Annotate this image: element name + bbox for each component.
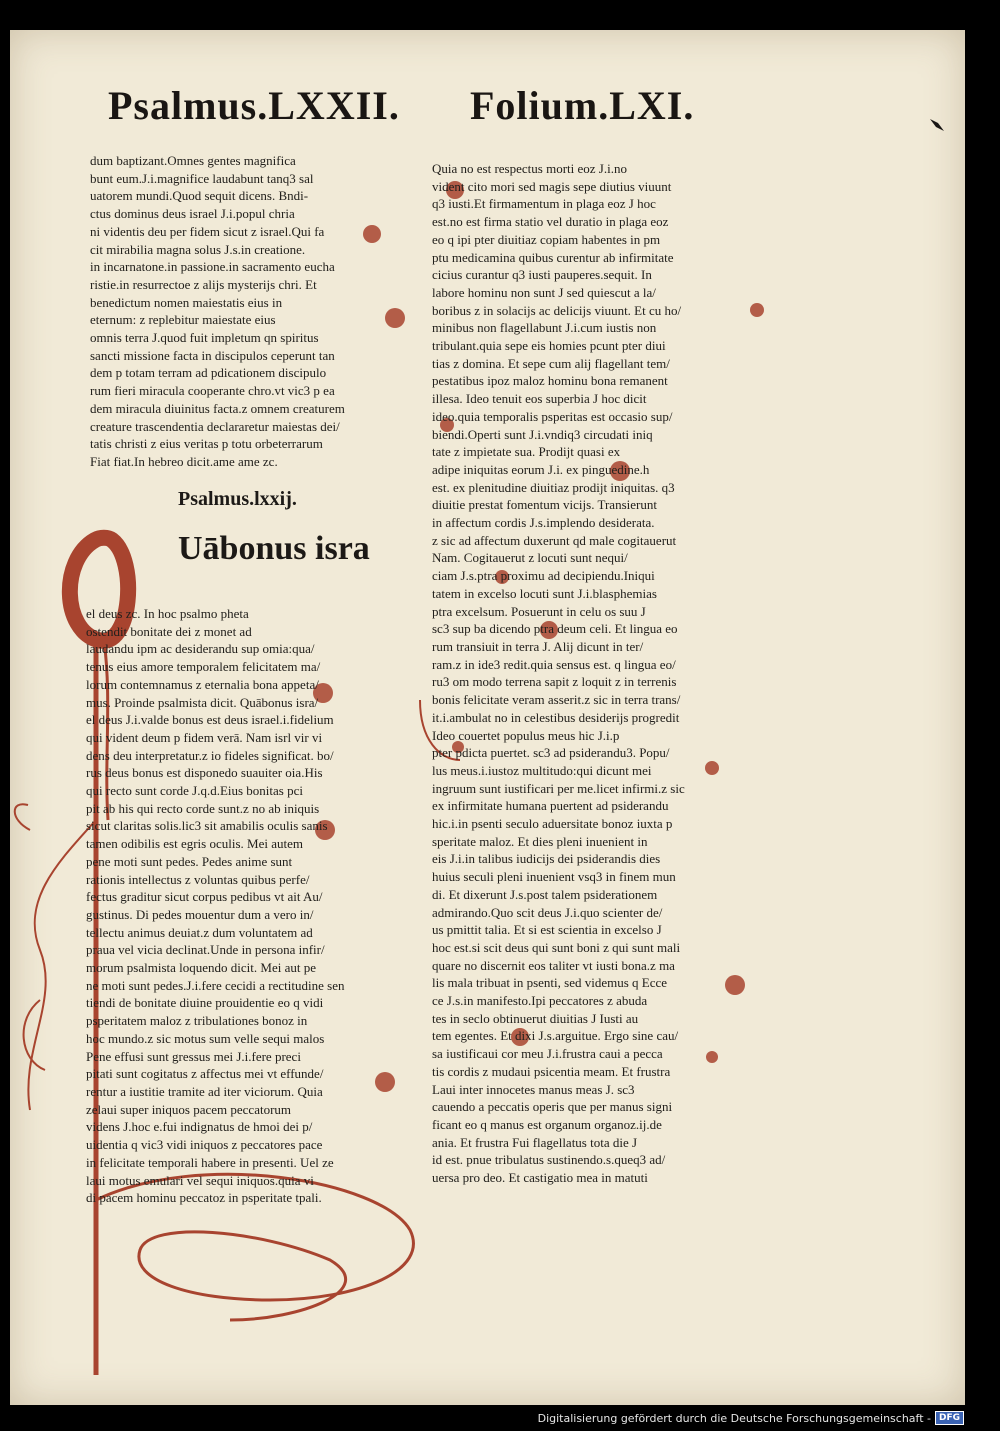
text-line: ptu medicamina quibus curentur ab infirmitate bbox=[432, 249, 674, 265]
text-line: laudandu ipm ac desiderandu sup omia:qua/ bbox=[86, 641, 315, 657]
footer-credit: Digitalisierung gefördert durch die Deutsche Forschungsgemeinschaft - bbox=[537, 1411, 931, 1425]
text-line: est.no est firma statio vel duratio in plaga eoz bbox=[432, 214, 669, 230]
text-line: uersa pro deo. Et castigatio mea in matuti bbox=[432, 1170, 648, 1186]
text-line: sancti missione facta in discipulos ceperunt tan bbox=[90, 347, 335, 363]
text-line: di pacem hominu peccatoz in psperitate tpali. bbox=[86, 1190, 322, 1206]
text-line: pene moti sunt pedes. Pedes anime sunt bbox=[86, 853, 293, 869]
text-line: cicius curantur q3 iusti pauperes.sequit. In bbox=[432, 267, 652, 283]
text-line: lorum contemnamus z eternalia bona appeta/ bbox=[86, 676, 319, 692]
text-line: ctus dominus deus israel J.i.popul chria bbox=[90, 206, 295, 222]
text-line: sc3 sup ba dicendo ptra deum celi. Et lingua eo bbox=[432, 621, 678, 637]
text-line: speritate maloz. Et dies pleni inuenient in bbox=[432, 833, 648, 849]
text-line: id est. pnue tribulatus sustinendo.s.queq3 ad/ bbox=[432, 1152, 666, 1168]
text-line: in felicitate temporali habere in presenti. Uel ze bbox=[86, 1154, 334, 1170]
text-line: it.i.ambulat no in celestibus desiderijs progredit bbox=[432, 709, 680, 725]
text-line: ostendit bonitate dei z monet ad bbox=[86, 623, 252, 639]
text-line: omnis terra J.quod fuit impletum qn spiritus bbox=[90, 330, 319, 346]
text-line: qui vident deum p fidem verā. Nam isrl vir vi bbox=[86, 729, 323, 745]
text-line: tiendi de bonitate diuine prouidentie eo q vidi bbox=[86, 995, 324, 1011]
text-line: q3 iusti.Et firmamentum in plaga eoz J hoc bbox=[432, 196, 656, 212]
text-line: psperitatem maloz z tribulationes bonoz in bbox=[86, 1013, 308, 1029]
text-line: el deus zc. In hoc psalmo pheta bbox=[86, 606, 249, 621]
text-line: bunt eum.J.i.magnifice laudabunt tanq3 sal bbox=[90, 170, 314, 186]
text-line: Fiat fiat.In hebreo dicit.ame ame zc. bbox=[90, 453, 278, 469]
text-line: rentur a iustitie tramite ad iter viciorum. Quia bbox=[86, 1083, 323, 1099]
text-line: Nam. Cogitauerut z locuti sunt nequi/ bbox=[432, 550, 628, 566]
text-line: pter pdicta puertet. sc3 ad psiderandu3. Popu/ bbox=[432, 745, 670, 761]
text-line: praua vel vicia declinat.Unde in persona infir/ bbox=[86, 942, 325, 958]
text-line: uidentia q vic3 vidi iniquos z peccatores pace bbox=[86, 1137, 323, 1153]
text-line: tem egentes. Et dixi J.s.arguitue. Ergo sine cau/ bbox=[432, 1028, 679, 1044]
text-line: est. ex plenitudine diuitiaz prodijt iniquitas. q3 bbox=[432, 479, 675, 495]
text-line: fectus graditur sicut corpus pedibus vt ait Au/ bbox=[86, 889, 323, 905]
text-line: videns J.hoc e.fui indignatus de hmoi dei p/ bbox=[86, 1119, 313, 1135]
text-line: minibus non flagellabunt J.i.cum iustis non bbox=[432, 320, 657, 336]
text-line: tatis christi z eius veritas p totu orbeterrarum bbox=[90, 436, 323, 452]
text-line: hoc est.si scit deus qui sunt boni z qui sunt mali bbox=[432, 939, 681, 955]
text-line: Laui inter innocetes manus meas J. sc3 bbox=[432, 1081, 635, 1097]
text-line: sicut claritas solis.lic3 sit amabilis oculis sanis bbox=[86, 818, 328, 834]
text-line: Ideo couertet populus meus hic J.i.p bbox=[432, 727, 620, 743]
dfg-logo: DFG bbox=[935, 1411, 964, 1425]
text-line: tate z impietate sua. Prodijt quasi ex bbox=[432, 444, 621, 460]
left-column-bottom bbox=[86, 605, 408, 1207]
text-line: Quia no est respectus morti eoz J.i.no bbox=[432, 161, 627, 176]
text-line: biendi.Operti sunt J.i.vndiq3 circudati iniq bbox=[432, 426, 653, 442]
text-line: ciam J.s.ptra proximu ad decipiendu.Iniqui bbox=[432, 568, 655, 584]
text-line: laui motus emulari vel sequi iniquos.quia vi bbox=[86, 1172, 314, 1188]
text-line: ideo.quia temporalis psperitas est occasio sup/ bbox=[432, 408, 673, 424]
text-line: ficant eo q manus est organum organoz.ij.de bbox=[432, 1116, 662, 1132]
text-line: qui recto sunt corde J.q.d.Eius bonitas pci bbox=[86, 783, 303, 799]
text-line: ne moti sunt pedes.J.i.fere cecidi a rectitudine sen bbox=[86, 977, 345, 993]
text-line: ram.z in ide3 redit.quia sensus est. q lingua eo/ bbox=[432, 656, 676, 672]
text-line: tribulant.quia sepe eis homies pcunt pter diui bbox=[432, 338, 666, 354]
text-line: Pene effusi sunt gressus mei J.i.fere preci bbox=[86, 1048, 301, 1064]
text-line: zelaui super iniquos pacem peccatorum bbox=[86, 1101, 292, 1117]
text-line: rus deus bonus est disponedo suauiter oia.His bbox=[86, 765, 323, 781]
text-line: di. Et dixerunt J.s.post talem psiderationem bbox=[432, 886, 658, 902]
ink-blot-icon bbox=[928, 117, 946, 133]
text-line: ingruum sunt iustificari per me.licet infirmi.z sic bbox=[432, 780, 685, 796]
text-line: gustinus. Di pedes mouentur dum a vero in/ bbox=[86, 906, 314, 922]
text-line: tias z domina. Et sepe cum alij flagellant tem/ bbox=[432, 355, 670, 371]
text-line: dum baptizant.Omnes gentes magnifica bbox=[90, 153, 296, 168]
text-line: hic.i.in psenti seculo aduersitate bonoz iuxta p bbox=[432, 816, 673, 832]
text-line: lis mala tribuat in psenti, sed videmus q Ecce bbox=[432, 975, 668, 991]
text-line: rum fieri miracula cooperante chro.vt vic3 p ea bbox=[90, 383, 335, 399]
text-line: lus meus.i.iustoz multitudo:qui dicunt mei bbox=[432, 762, 652, 778]
text-line: ru3 om modo terrena sapit z loquit z in terrenis bbox=[432, 674, 677, 690]
text-line: bonis felicitate veram asserit.z sic in terra trans/ bbox=[432, 692, 681, 708]
psalm-opening-line: Uābonus isra bbox=[178, 530, 370, 567]
text-line: in incarnatone.in passione.in sacramento eucha bbox=[90, 259, 335, 275]
text-line: adipe iniquitas eorum J.i. ex pinguedine.h bbox=[432, 461, 650, 477]
text-line: sa iustificaui cor meu J.i.frustra caui a pecca bbox=[432, 1046, 663, 1062]
text-line: benedictum nomen maiestatis eius in bbox=[90, 294, 283, 310]
text-line: dens deu interpretatur.z io fideles significat. bo/ bbox=[86, 747, 334, 763]
text-line: admirando.Quo scit deus J.i.quo scienter de/ bbox=[432, 904, 663, 920]
text-line: pit ab his qui recto corde sunt.z no ab iniquis bbox=[86, 800, 320, 816]
text-line: ristie.in resurrectoe z alijs mysterijs chri. Et bbox=[90, 276, 317, 292]
text-line: ptra excelsum. Posuerunt in celu os suu J bbox=[432, 603, 646, 619]
text-line: eis J.i.in talibus iudicijs dei psiderandis dies bbox=[432, 851, 661, 867]
text-line: ania. Et frustra Fui flagellatus tota die J bbox=[432, 1134, 638, 1150]
text-line: boribus z in solacijs ac delicijs viuunt. Et cu ho/ bbox=[432, 302, 682, 318]
text-line: eternum: z replebitur maiestate eius bbox=[90, 312, 276, 328]
text-line: z sic ad affectum duxerunt qd male cogitauerut bbox=[432, 532, 677, 548]
text-line: tenus eius amore temporalem felicitatem ma/ bbox=[86, 659, 321, 675]
running-head-left: Psalmus.LXXII. bbox=[108, 83, 400, 128]
text-line: rationis intellectus z voluntas quibus perfe/ bbox=[86, 871, 310, 887]
text-line: mus. Proinde psalmista dicit. Quābonus isra/ bbox=[86, 694, 319, 710]
text-line: diuitie prestat fomentum vicijs. Transierunt bbox=[432, 497, 657, 513]
text-line: el deus J.i.valde bonus est deus israel.i.fidelium bbox=[86, 712, 334, 728]
text-line: dem miracula diuinitus facta.z omnem creaturem bbox=[90, 400, 345, 416]
text-line: illesa. Ideo tenuit eos superbia J hoc dicit bbox=[432, 391, 647, 407]
text-line: hoc mundo.z sic motus sum velle sequi malos bbox=[86, 1030, 325, 1046]
text-line: tis cordis z mudaui psicentia meam. Et frustra bbox=[432, 1063, 671, 1079]
text-line: tamen odibilis est egris oculis. Mei autem bbox=[86, 836, 303, 852]
text-line: tatem in excelso locuti sunt J.i.blasphemias bbox=[432, 585, 657, 601]
text-line: tes in seclo obtinuerut diuitias J Iusti au bbox=[432, 1010, 639, 1026]
text-line: cauendo a peccatis operis que per manus signi bbox=[432, 1099, 673, 1115]
text-line: cit mirabilia magna solus J.s.in creatione. bbox=[90, 241, 306, 257]
text-line: uatorem mundi.Quod sequit dicens. Bndi- bbox=[90, 188, 309, 204]
text-line: in affectum cordis J.s.implendo desiderata. bbox=[432, 515, 655, 531]
text-line: pitati sunt cogitatus z affectus mei vt effunde/ bbox=[86, 1066, 324, 1082]
text-line: vident cito mori sed magis sepe diutius viuunt bbox=[432, 178, 672, 194]
text-line: us pmittit talia. Et si est scientia in excelso J bbox=[432, 922, 662, 938]
footer bbox=[538, 1411, 964, 1425]
text-line: tellectu animus deuiat.z dum voluntatem ad bbox=[86, 924, 313, 940]
left-column-top bbox=[90, 152, 408, 471]
right-column bbox=[432, 160, 756, 1187]
text-line: ni videntis deu per fidem sicut z israel.Qui fa bbox=[90, 223, 325, 239]
text-line: ex infirmitate humana puertent ad psiderandu bbox=[432, 798, 669, 814]
text-line: pestatibus ipoz maloz hominu bona remanent bbox=[432, 373, 668, 389]
text-line: quare no discernit eos taliter vt iusti bona.z ma bbox=[432, 957, 675, 973]
text-line: morum psalmista loquendo dicit. Mei aut pe bbox=[86, 960, 316, 976]
text-line: rum transiuit in terra J. Alij dicunt in ter/ bbox=[432, 638, 644, 654]
running-head-right: Folium.LXI. bbox=[470, 83, 695, 128]
text-line: huius seculi pleni inuenient vsq3 in finem mun bbox=[432, 869, 676, 885]
text-line: creature trascendentia declararetur maiestas dei/ bbox=[90, 418, 340, 434]
text-line: eo q ipi pter diuitiaz copiam habentes in pm bbox=[432, 231, 661, 247]
text-line: labore hominu non sunt J sed quiescut a la/ bbox=[432, 284, 656, 300]
text-line: dem p totam terram ad pdicationem discipulo bbox=[90, 365, 327, 381]
psalm-subheading: Psalmus.lxxij. bbox=[178, 488, 297, 510]
text-line: ce J.s.in manifesto.Ipi peccatores z abuda bbox=[432, 993, 648, 1009]
